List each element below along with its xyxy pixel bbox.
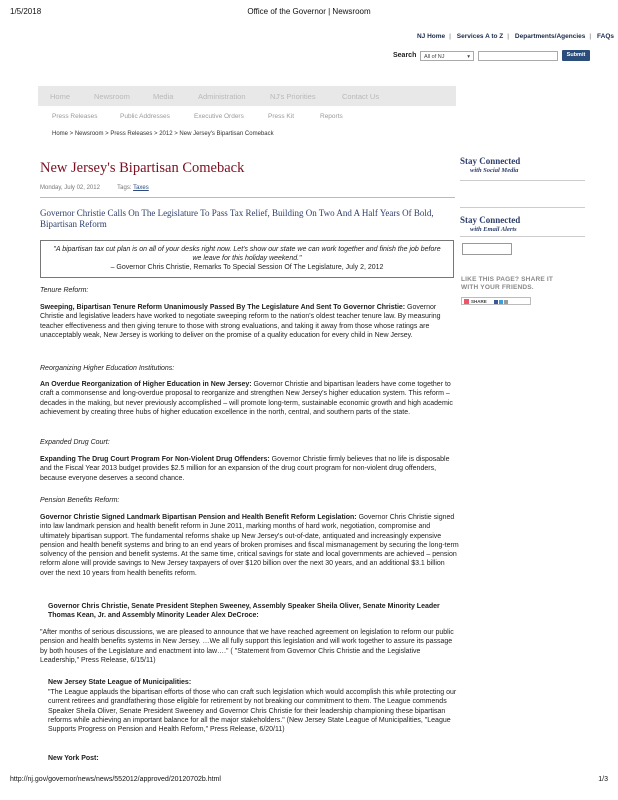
section-lead: An Overdue Reorganization of Higher Education in New Jersey: — [40, 381, 252, 388]
share-prompt-line2: WITH YOUR FRIENDS. — [461, 284, 534, 291]
sidebar-divider — [460, 236, 585, 237]
top-nav-services[interactable]: Services A to Z — [456, 33, 504, 40]
chevron-down-icon: ▾ — [467, 54, 470, 60]
page-title: New Jersey's Bipartisan Comeback — [40, 160, 245, 176]
main-nav-newsroom[interactable]: Newsroom — [94, 92, 130, 101]
share-label: SHARE — [471, 299, 487, 304]
top-nav-nj-home[interactable]: NJ Home — [416, 33, 446, 40]
sub-nav-reports[interactable]: Reports — [320, 113, 343, 120]
section-text: Governor Christie firmly believes that no life is disposable and the Fiscal Year 2013 budget provides $2.5 million for an expansion of the drug court program for non-violent drug offenders, because everyone deserves a second chance. — [40, 456, 450, 482]
stay-connected-social-title: Stay Connected — [460, 156, 521, 166]
search-label: Search — [393, 52, 417, 59]
main-nav — [38, 86, 456, 106]
pull-quote — [40, 240, 454, 278]
facebook-icon — [494, 300, 498, 304]
print-title: Office of the Governor | Newsroom — [247, 7, 371, 16]
league-heading: New Jersey State League of Municipalities: — [48, 679, 192, 686]
twitter-icon — [499, 300, 503, 304]
league-quote: "The League applauds the bipartisan efforts of those who can craft such legislation which would accomplish this while protecting our current retirees and grandfathering those eligible for retirement by not breaking our commitment to them. The League commends Speaker Sheila Oliver, Senate President Sweeney and Governor Chris Christie for their leadership championing these bipartisan reforms while achieving an important balance for all the major stakeholders." (New Jersey State League of Municipalities, "League Supports Progress on Pension and Health Reform," Press Release, 6/20/11) — [48, 689, 457, 734]
tag-link[interactable]: Taxes — [133, 185, 149, 191]
stay-connected-email-title: Stay Connected — [460, 215, 521, 225]
tags-label: Tags: — [117, 185, 132, 191]
top-nav: NJ Home | Services A to Z | Departments/Agencies | FAQs — [413, 33, 618, 40]
breadcrumb[interactable]: Home > Newsroom > Press Releases > 2012 > New Jersey's Bipartisan Comeback — [52, 131, 274, 137]
stay-connected-social-link[interactable]: with Social Media — [470, 167, 519, 174]
main-nav-priorities[interactable]: NJ's Priorities — [270, 92, 316, 101]
section-text: Governor Christie and legislative leaders have worked to negotiate sweeping reform to the nation's oldest teacher tenure law. By measuring teacher effectiveness and then giving tenure to those with strong evaluations, and taking it away from those whose ratings are unacceptably weak, New Jersey is working to deliver on the promise of a quality education for every child in New Jersey. — [40, 304, 441, 339]
leaders-heading: Governor Chris Christie, Senate President Stephen Sweeney, Assembly Speaker Sheila Oliver, Senate Minority Leader Thomas Kean, Jr. and Assembly Minority Leader Alex DeCroce: — [48, 603, 440, 620]
stay-connected-email-link[interactable]: with Email Alerts — [470, 226, 517, 233]
email-icon — [504, 300, 508, 304]
pull-quote-text: "A bipartisan tax cut plan is on all of your desks right now. Let's show our state we can work together and finish the job before we leave for this holiday weekend." — [53, 246, 441, 262]
section-paragraph — [40, 455, 460, 483]
email-signup-input[interactable] — [462, 243, 512, 255]
section-lead: Sweeping, Bipartisan Tenure Reform Unanimously Passed By The Legislature And Sent To Governor Christie: — [40, 304, 406, 311]
print-page-number: 1/3 — [598, 776, 608, 783]
section-heading: Pension Benefits Reform: — [40, 497, 120, 504]
share-icon — [464, 299, 469, 304]
top-nav-faqs[interactable]: FAQs — [597, 33, 614, 40]
section-paragraph — [40, 513, 460, 578]
section-text: Governor Chris Christie signed into law landmark pension and health benefit reform in June 2011, marking months of hard work, negotiation, compromise and ultimately bipartisan support. The fundamental reforms shake up New Jersey's out-of-date, antiquated and increasingly expensive pension and health benefit systems and bring to an end years of broken promises and fiscal mismanagement by securing the long-term solvency of the pension and benefit systems. At the same time, critical savings for state and local governments are achieved – pension reform alone will provide savings to New Jersey taxpayers of over $120 billion over the next 30 years, and an additional $3.1 billion over the next 10 years from health benefits reform. — [40, 514, 459, 577]
main-nav-media[interactable]: Media — [153, 92, 174, 101]
share-prompt-line1: LIKE THIS PAGE? SHARE IT — [461, 276, 554, 283]
article-meta — [40, 185, 149, 191]
search-input[interactable] — [478, 51, 558, 61]
section-lead: Governor Christie Signed Landmark Bipartisan Pension and Health Benefit Reform Legislation: — [40, 514, 357, 521]
sidebar-divider — [460, 207, 585, 208]
leaders-quote: "After months of serious discussions, we are pleased to announce that we have reached agreement on legislation to reform our public pension and health benefits systems in New Jersey. …We all fully support this legislation and will work together to assure its passage by both houses of the Legislature and enactment into law…." ( "Statement from Governor Chris Christie and the Legislative Leadership," Press Release, 6/15/11) — [40, 629, 454, 664]
search-scope-select[interactable] — [420, 51, 474, 61]
top-nav-departments[interactable]: Departments/Agencies — [514, 33, 586, 40]
print-date: 1/5/2018 — [10, 7, 42, 16]
nypost-heading: New York Post: — [48, 755, 99, 762]
sub-nav-public-addresses[interactable]: Public Addresses — [120, 113, 170, 120]
article-subtitle: Governor Christie Calls On The Legislature To Pass Tax Relief, Building On Two And A Half Years Of Bold, Bipartisan Reform — [40, 208, 434, 229]
main-nav-home[interactable]: Home — [50, 92, 71, 101]
share-prompt — [461, 276, 553, 292]
section-text: Governor Christie and bipartisan leaders have come together to craft a commonsense and long-overdue proposal to reorganize and strengthen New Jersey's higher education system. This reform – decades in the making, but never previously accomplished – will promote long-term, sustainable economic growth and high academic achievement by creating three hubs of higher education excellence in the north, central, and southern parts of the state. — [40, 381, 453, 416]
article-date: Monday, July 02, 2012 — [40, 185, 100, 191]
divider — [40, 197, 455, 198]
sub-nav-press-releases[interactable]: Press Releases — [52, 113, 98, 120]
main-nav-administration[interactable]: Administration — [198, 92, 246, 101]
section-heading: Expanded Drug Court: — [40, 439, 110, 446]
pull-quote-attribution: – Governor Chris Christie, Remarks To Special Session Of The Legislature, July 2, 2012 — [110, 264, 384, 271]
search-submit-button[interactable]: Submit — [562, 50, 590, 61]
sub-nav-executive-orders[interactable]: Executive Orders — [194, 113, 244, 120]
section-paragraph — [40, 380, 460, 417]
section-heading: Tenure Reform: — [40, 287, 89, 294]
search-scope-value: All of NJ — [424, 54, 445, 60]
sidebar-divider — [460, 180, 585, 181]
section-paragraph — [40, 303, 460, 340]
print-url: http://nj.gov/governor/news/news/552012/approved/20120702b.html — [10, 776, 221, 783]
section-heading: Reorganizing Higher Education Institutions: — [40, 365, 175, 372]
share-button[interactable] — [461, 297, 531, 305]
main-nav-contact[interactable]: Contact Us — [342, 92, 380, 101]
section-lead: Expanding The Drug Court Program For Non-Violent Drug Offenders: — [40, 456, 270, 463]
sub-nav-press-kit[interactable]: Press Kit — [268, 113, 295, 120]
